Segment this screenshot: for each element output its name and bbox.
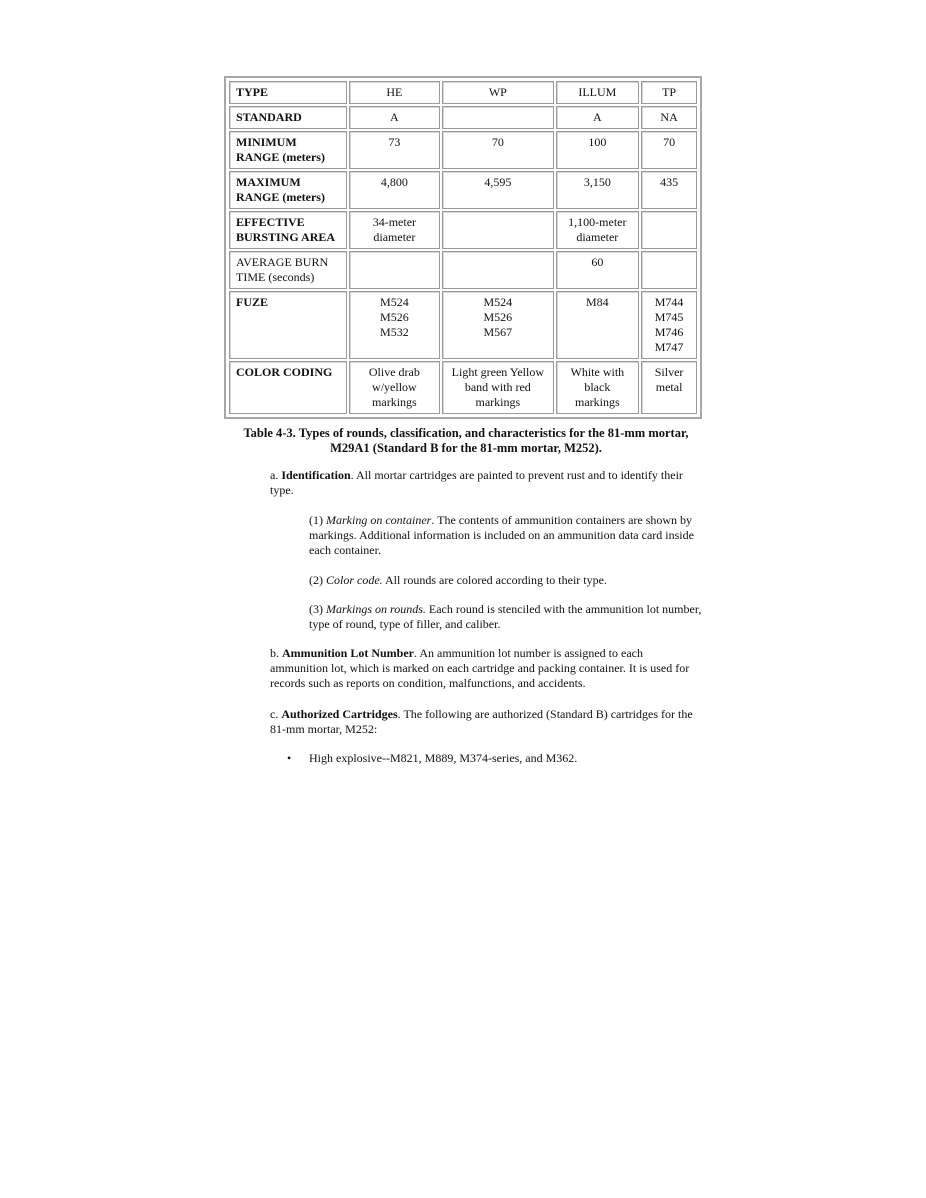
cell-line: TIME (seconds) bbox=[236, 270, 315, 284]
table-header-row bbox=[229, 81, 697, 104]
row-label: FUZE bbox=[229, 291, 347, 359]
rounds-table-frame bbox=[224, 76, 702, 419]
row-label bbox=[229, 251, 347, 289]
column-header: TP bbox=[641, 81, 697, 104]
cell-line: MAXIMUM bbox=[236, 175, 301, 189]
row-label bbox=[229, 131, 347, 169]
table-cell: 435 bbox=[641, 171, 697, 209]
table-row bbox=[229, 131, 697, 169]
table-cell bbox=[442, 361, 553, 414]
section-b-text: . An ammunition lot number is assigned to each ammunition lot, which is marked on each cartridge and packing container. It is used for records such as reports on condition, malfunctions, and accidents. bbox=[270, 646, 690, 690]
cell-line: 1,100-meter bbox=[568, 215, 627, 229]
row-label bbox=[229, 211, 347, 249]
caption-line-1: Table 4-3. Types of rounds, classification, and characteristics for the 81-mm mortar, bbox=[243, 426, 689, 440]
section-a3-markings-on-rounds bbox=[309, 602, 702, 632]
cell-line: White with bbox=[570, 365, 625, 379]
section-c-title: Authorized Cartridges bbox=[281, 707, 398, 721]
cell-line: RANGE (meters) bbox=[236, 150, 325, 164]
section-a3-title: Markings on rounds. bbox=[326, 602, 426, 616]
cell-line: M745 bbox=[654, 310, 684, 324]
section-c-prefix: c. bbox=[270, 707, 282, 721]
table-row bbox=[229, 211, 697, 249]
table-cell bbox=[442, 211, 553, 249]
row-label bbox=[229, 171, 347, 209]
table-cell bbox=[641, 211, 697, 249]
cell-line: BURSTING AREA bbox=[236, 230, 336, 244]
table-row bbox=[229, 251, 697, 289]
column-header: ILLUM bbox=[556, 81, 640, 104]
cell-line: M746 bbox=[654, 325, 684, 339]
section-a1-text: . The contents of ammunition containers are shown by markings. Additional information is included on an ammunition data card inside each container. bbox=[309, 513, 694, 557]
table-cell bbox=[349, 291, 441, 359]
cell-line: markings bbox=[372, 395, 417, 409]
table-cell: 100 bbox=[556, 131, 640, 169]
cell-line: diameter bbox=[373, 230, 416, 244]
section-a-text: . All mortar cartridges are painted to prevent rust and to identify their type. bbox=[270, 468, 683, 497]
bullet-text: High explosive--M821, M889, M374-series, and M362. bbox=[309, 751, 578, 765]
table-cell: NA bbox=[641, 106, 697, 129]
cell-line: w/yellow bbox=[372, 380, 417, 394]
table-cell: A bbox=[556, 106, 640, 129]
section-c-authorized-cartridges bbox=[270, 707, 702, 737]
section-a-identification bbox=[270, 468, 702, 498]
table-caption bbox=[224, 426, 708, 456]
cell-line: Silver bbox=[654, 365, 684, 379]
table-cell bbox=[442, 251, 553, 289]
bullet-icon: • bbox=[287, 751, 292, 765]
section-a3-text: Each round is stenciled with the ammunition lot number, type of round, type of filler, and caliber. bbox=[309, 602, 702, 631]
cell-line: M744 bbox=[654, 295, 684, 309]
table-cell: 60 bbox=[556, 251, 640, 289]
table-cell: 70 bbox=[641, 131, 697, 169]
table-cell bbox=[349, 361, 441, 414]
cell-line: markings bbox=[574, 395, 620, 409]
cell-line: diameter bbox=[576, 230, 619, 244]
section-b-prefix: b. bbox=[270, 646, 282, 660]
row-label: STANDARD bbox=[229, 106, 347, 129]
cell-line: AVERAGE BURN bbox=[236, 255, 329, 269]
cell-line: metal bbox=[655, 380, 683, 394]
cell-line: 34-meter bbox=[372, 215, 417, 229]
cell-line: MINIMUM bbox=[236, 135, 297, 149]
column-header: WP bbox=[442, 81, 553, 104]
section-b-title: Ammunition Lot Number bbox=[282, 646, 415, 660]
table-cell: M84 bbox=[556, 291, 640, 359]
table-cell: 73 bbox=[349, 131, 441, 169]
section-a1-marking-on-container bbox=[309, 513, 702, 558]
cell-line: Olive drab bbox=[368, 365, 420, 379]
cell-line: M524 bbox=[483, 295, 513, 309]
section-a3-prefix: (3) bbox=[309, 602, 326, 616]
table-cell bbox=[556, 211, 640, 249]
section-a2-prefix: (2) bbox=[309, 573, 326, 587]
table-cell bbox=[641, 251, 697, 289]
section-a1-prefix: (1) bbox=[309, 513, 326, 527]
row-label: COLOR CODING bbox=[229, 361, 347, 414]
bullet-list-item bbox=[287, 751, 707, 766]
cell-line: band with red bbox=[464, 380, 531, 394]
table-row bbox=[229, 361, 697, 414]
cell-line: Light green Yellow bbox=[451, 365, 544, 379]
table-cell bbox=[641, 291, 697, 359]
rounds-table bbox=[227, 79, 699, 416]
cell-line: M526 bbox=[483, 310, 513, 324]
table-cell bbox=[442, 106, 553, 129]
table-row bbox=[229, 106, 697, 129]
cell-line: markings bbox=[475, 395, 521, 409]
table-cell: 4,800 bbox=[349, 171, 441, 209]
cell-line: RANGE (meters) bbox=[236, 190, 325, 204]
cell-line: black bbox=[584, 380, 611, 394]
column-header: HE bbox=[349, 81, 441, 104]
table-cell bbox=[349, 211, 441, 249]
table-cell bbox=[349, 251, 441, 289]
cell-line: M747 bbox=[654, 340, 684, 354]
table-cell bbox=[442, 291, 553, 359]
section-a2-text: All rounds are colored according to their type. bbox=[382, 573, 607, 587]
table-cell: 70 bbox=[442, 131, 553, 169]
cell-line: M524 bbox=[380, 295, 409, 309]
caption-line-2: M29A1 (Standard B for the 81-mm mortar, M252). bbox=[330, 441, 602, 455]
cell-line: EFFECTIVE bbox=[236, 215, 305, 229]
table-cell: A bbox=[349, 106, 441, 129]
section-a2-title: Color code. bbox=[326, 573, 383, 587]
section-c-text: . The following are authorized (Standard B) cartridges for the 81-mm mortar, M252: bbox=[270, 707, 693, 736]
table-row bbox=[229, 171, 697, 209]
section-b-ammunition-lot-number bbox=[270, 646, 702, 691]
section-a-title: Identification bbox=[281, 468, 351, 482]
table-cell bbox=[641, 361, 697, 414]
table-row bbox=[229, 291, 697, 359]
section-a-prefix: a. bbox=[270, 468, 282, 482]
section-a1-title: Marking on container bbox=[326, 513, 432, 527]
cell-line: M532 bbox=[380, 325, 409, 339]
table-cell: 3,150 bbox=[556, 171, 640, 209]
table-cell: 4,595 bbox=[442, 171, 553, 209]
section-a2-color-code bbox=[309, 573, 702, 588]
cell-line: M567 bbox=[483, 325, 513, 339]
table-cell bbox=[556, 361, 640, 414]
row-label: TYPE bbox=[229, 81, 347, 104]
cell-line: M526 bbox=[380, 310, 409, 324]
